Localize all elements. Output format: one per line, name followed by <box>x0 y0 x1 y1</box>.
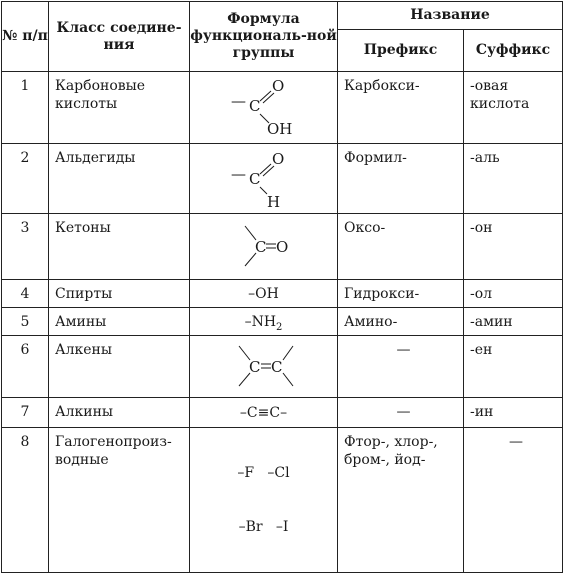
table-row <box>2 72 563 144</box>
row-suffix: -ин <box>464 398 563 428</box>
formula-oxygen: O <box>271 149 284 168</box>
row-suffix: -амин <box>464 308 563 336</box>
ketone-formula <box>209 218 319 276</box>
formula-line-2: –Br –I <box>238 519 289 535</box>
row-formula <box>190 428 338 573</box>
row-prefix: Формил- <box>338 144 464 214</box>
row-class: Алкены <box>49 336 190 398</box>
row-num: 7 <box>2 398 49 428</box>
row-num: 4 <box>2 280 49 308</box>
formula-single-bond <box>260 187 267 194</box>
formula-oxygen: O <box>275 237 288 256</box>
formula-line-1: –F –Cl <box>237 465 290 481</box>
row-formula <box>190 214 338 280</box>
row-prefix: Фтор-, хлор-, бром-, йод- <box>338 428 464 573</box>
row-num: 6 <box>2 336 49 398</box>
row-suffix: -ол <box>464 280 563 308</box>
row-prefix: Гидрокси- <box>338 280 464 308</box>
formula-carbon-right: C <box>270 357 282 376</box>
row-prefix: Амино- <box>338 308 464 336</box>
table-row <box>2 336 563 398</box>
header-prefix: Префикс <box>338 30 464 72</box>
row-suffix: -аль <box>464 144 563 214</box>
formula-bond-dash: — <box>230 164 246 183</box>
row-suffix: — <box>464 428 563 573</box>
row-prefix: — <box>338 398 464 428</box>
row-class: Амины <box>49 308 190 336</box>
header-suffix: Суффикс <box>464 30 563 72</box>
formula-carbon: C <box>248 169 260 188</box>
row-num: 3 <box>2 214 49 280</box>
row-formula <box>190 72 338 144</box>
formula-bond-dash: — <box>230 91 246 110</box>
formula-carbon: C <box>248 96 260 115</box>
formula-carbon: C <box>254 237 266 256</box>
table-row <box>2 428 563 573</box>
table-row <box>2 280 563 308</box>
row-class: Спирты <box>49 280 190 308</box>
functional-groups-table <box>1 1 563 573</box>
formula-oxygen: O <box>271 76 284 95</box>
row-formula: –OH <box>190 280 338 308</box>
row-class: Кетоны <box>49 214 190 280</box>
row-prefix: Оксо- <box>338 214 464 280</box>
table-row <box>2 308 563 336</box>
table-row <box>2 144 563 214</box>
formula-double-bond <box>260 164 271 174</box>
formula-hydroxyl: OH <box>266 119 292 138</box>
formula-double-bond <box>260 91 271 101</box>
carboxyl-formula <box>209 77 319 139</box>
formula-hydrogen: H <box>266 192 280 210</box>
alkene-formula <box>209 340 319 394</box>
row-formula: –C≡C– <box>190 398 338 428</box>
formula-subscript: 2 <box>276 321 283 333</box>
row-formula <box>190 308 338 336</box>
table-row <box>2 214 563 280</box>
row-num: 8 <box>2 428 49 573</box>
row-num: 1 <box>2 72 49 144</box>
row-prefix: — <box>338 336 464 398</box>
row-suffix: -он <box>464 214 563 280</box>
formula-carbon-left: C <box>248 357 260 376</box>
table-row <box>2 398 563 428</box>
row-prefix: Карбокси- <box>338 72 464 144</box>
row-num: 2 <box>2 144 49 214</box>
header-name: Название <box>338 2 563 30</box>
header-class: Класс соедине-ния <box>49 2 190 72</box>
row-suffix: -ен <box>464 336 563 398</box>
aldehyde-formula <box>209 148 319 210</box>
formula-text: –NH <box>244 313 277 330</box>
row-class: Альдегиды <box>49 144 190 214</box>
header-num: № п/п <box>2 2 49 72</box>
row-num: 5 <box>2 308 49 336</box>
row-class: Алкины <box>49 398 190 428</box>
row-formula <box>190 336 338 398</box>
row-class: Карбоновые кислоты <box>49 72 190 144</box>
header-formula: Формула функциональ-ной группы <box>190 2 338 72</box>
row-formula <box>190 144 338 214</box>
row-suffix: -овая кислота <box>464 72 563 144</box>
row-class: Галогенопроиз-водные <box>49 428 190 573</box>
